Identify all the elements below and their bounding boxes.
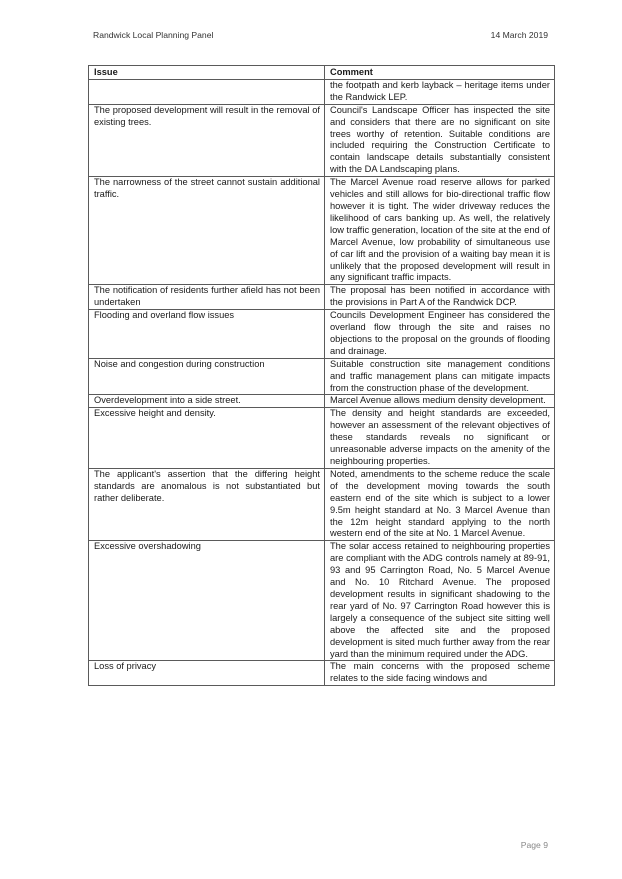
issue-cell <box>89 79 325 104</box>
table-row <box>89 358 555 395</box>
issue-cell: The notification of residents further afield has not been undertaken <box>89 285 325 310</box>
comment-cell: the footpath and kerb layback – heritage items under the Randwick LEP. <box>325 79 555 104</box>
comment-cell: The main concerns with the proposed scheme relates to the side facing windows and <box>325 661 555 686</box>
table-row <box>89 310 555 359</box>
table-row <box>89 468 555 540</box>
comment-cell: Noted, amendments to the scheme reduce the scale of the development moving towards the south eastern end of the site which is subject to a lower 9.5m height standard at No. 3 Marcel Avenue than the 12m height standard applying to the north western end of the site at No. 1 Marcel Avenue. <box>325 468 555 540</box>
column-header-issue: Issue <box>89 66 325 80</box>
comment-cell: The proposal has been notified in accordance with the provisions in Part A of the Randwick DCP. <box>325 285 555 310</box>
header-panel-name: Randwick Local Planning Panel <box>93 30 214 40</box>
issue-cell: The narrowness of the street cannot sustain additional traffic. <box>89 177 325 285</box>
issue-cell: Excessive height and density. <box>89 408 325 469</box>
issue-cell: Noise and congestion during construction <box>89 358 325 395</box>
submissions-table <box>88 65 555 686</box>
comment-cell: The density and height standards are exceeded, however an assessment of the relevant objectives of these standards reveals no significant or unreasonable adverse impacts on the amenity of the neighbouring properties. <box>325 408 555 469</box>
table-row <box>89 177 555 285</box>
table-row <box>89 104 555 176</box>
table-row <box>89 395 555 408</box>
header-date: 14 March 2019 <box>490 30 548 40</box>
issue-cell: Flooding and overland flow issues <box>89 310 325 359</box>
comment-cell: Councils Development Engineer has considered the overland flow through the site and raises no objections to the proposal on the grounds of flooding and drainage. <box>325 310 555 359</box>
comment-cell: Marcel Avenue allows medium density development. <box>325 395 555 408</box>
table-row <box>89 541 555 661</box>
comment-cell: Council's Landscape Officer has inspected the site and considers that there are no significant on site trees worthy of retention. Suitable conditions are included requiring the Construction Certificate to contain landscape details substantially consistent with the DA Landscaping plans. <box>325 104 555 176</box>
comment-cell: The Marcel Avenue road reserve allows for parked vehicles and still allows for bio-directional traffic flow however it is tight. The wider driveway reduces the likelihood of cars banking up. As well, the relatively low traffic generation, location of the site at the end of Marcel Avenue, low probability of simultaneous use of car lift and the provision of a waiting bay mean it is unlikely that the proposed development will result in any significant traffic impacts. <box>325 177 555 285</box>
table-header-row <box>89 66 555 80</box>
issue-cell: Loss of privacy <box>89 661 325 686</box>
issue-cell: Excessive overshadowing <box>89 541 325 661</box>
issue-cell: The applicant's assertion that the differing height standards are anomalous is not substantiated but rather deliberate. <box>89 468 325 540</box>
table-row <box>89 79 555 104</box>
table-row <box>89 285 555 310</box>
comment-cell: The solar access retained to neighbouring properties are compliant with the ADG controls namely at 89-91, 93 and 95 Carrington Road, No. 5 Marcel Avenue and No. 10 Ritchard Avenue. The proposed development results in significant shadowing to the rear yard of No. 97 Carrington Road however this is largely a consequence of the subject site sitting well above the affected site and the proposed development is sited much further away from the rear yard than the minimum required under the ADG. <box>325 541 555 661</box>
table-row <box>89 408 555 469</box>
issue-cell: Overdevelopment into a side street. <box>89 395 325 408</box>
table-row <box>89 661 555 686</box>
column-header-comment: Comment <box>325 66 555 80</box>
issue-cell: The proposed development will result in the removal of existing trees. <box>89 104 325 176</box>
page-number: Page 9 <box>520 840 548 850</box>
comment-cell: Suitable construction site management conditions and traffic management plans can mitigate impacts from the construction phase of the development. <box>325 358 555 395</box>
